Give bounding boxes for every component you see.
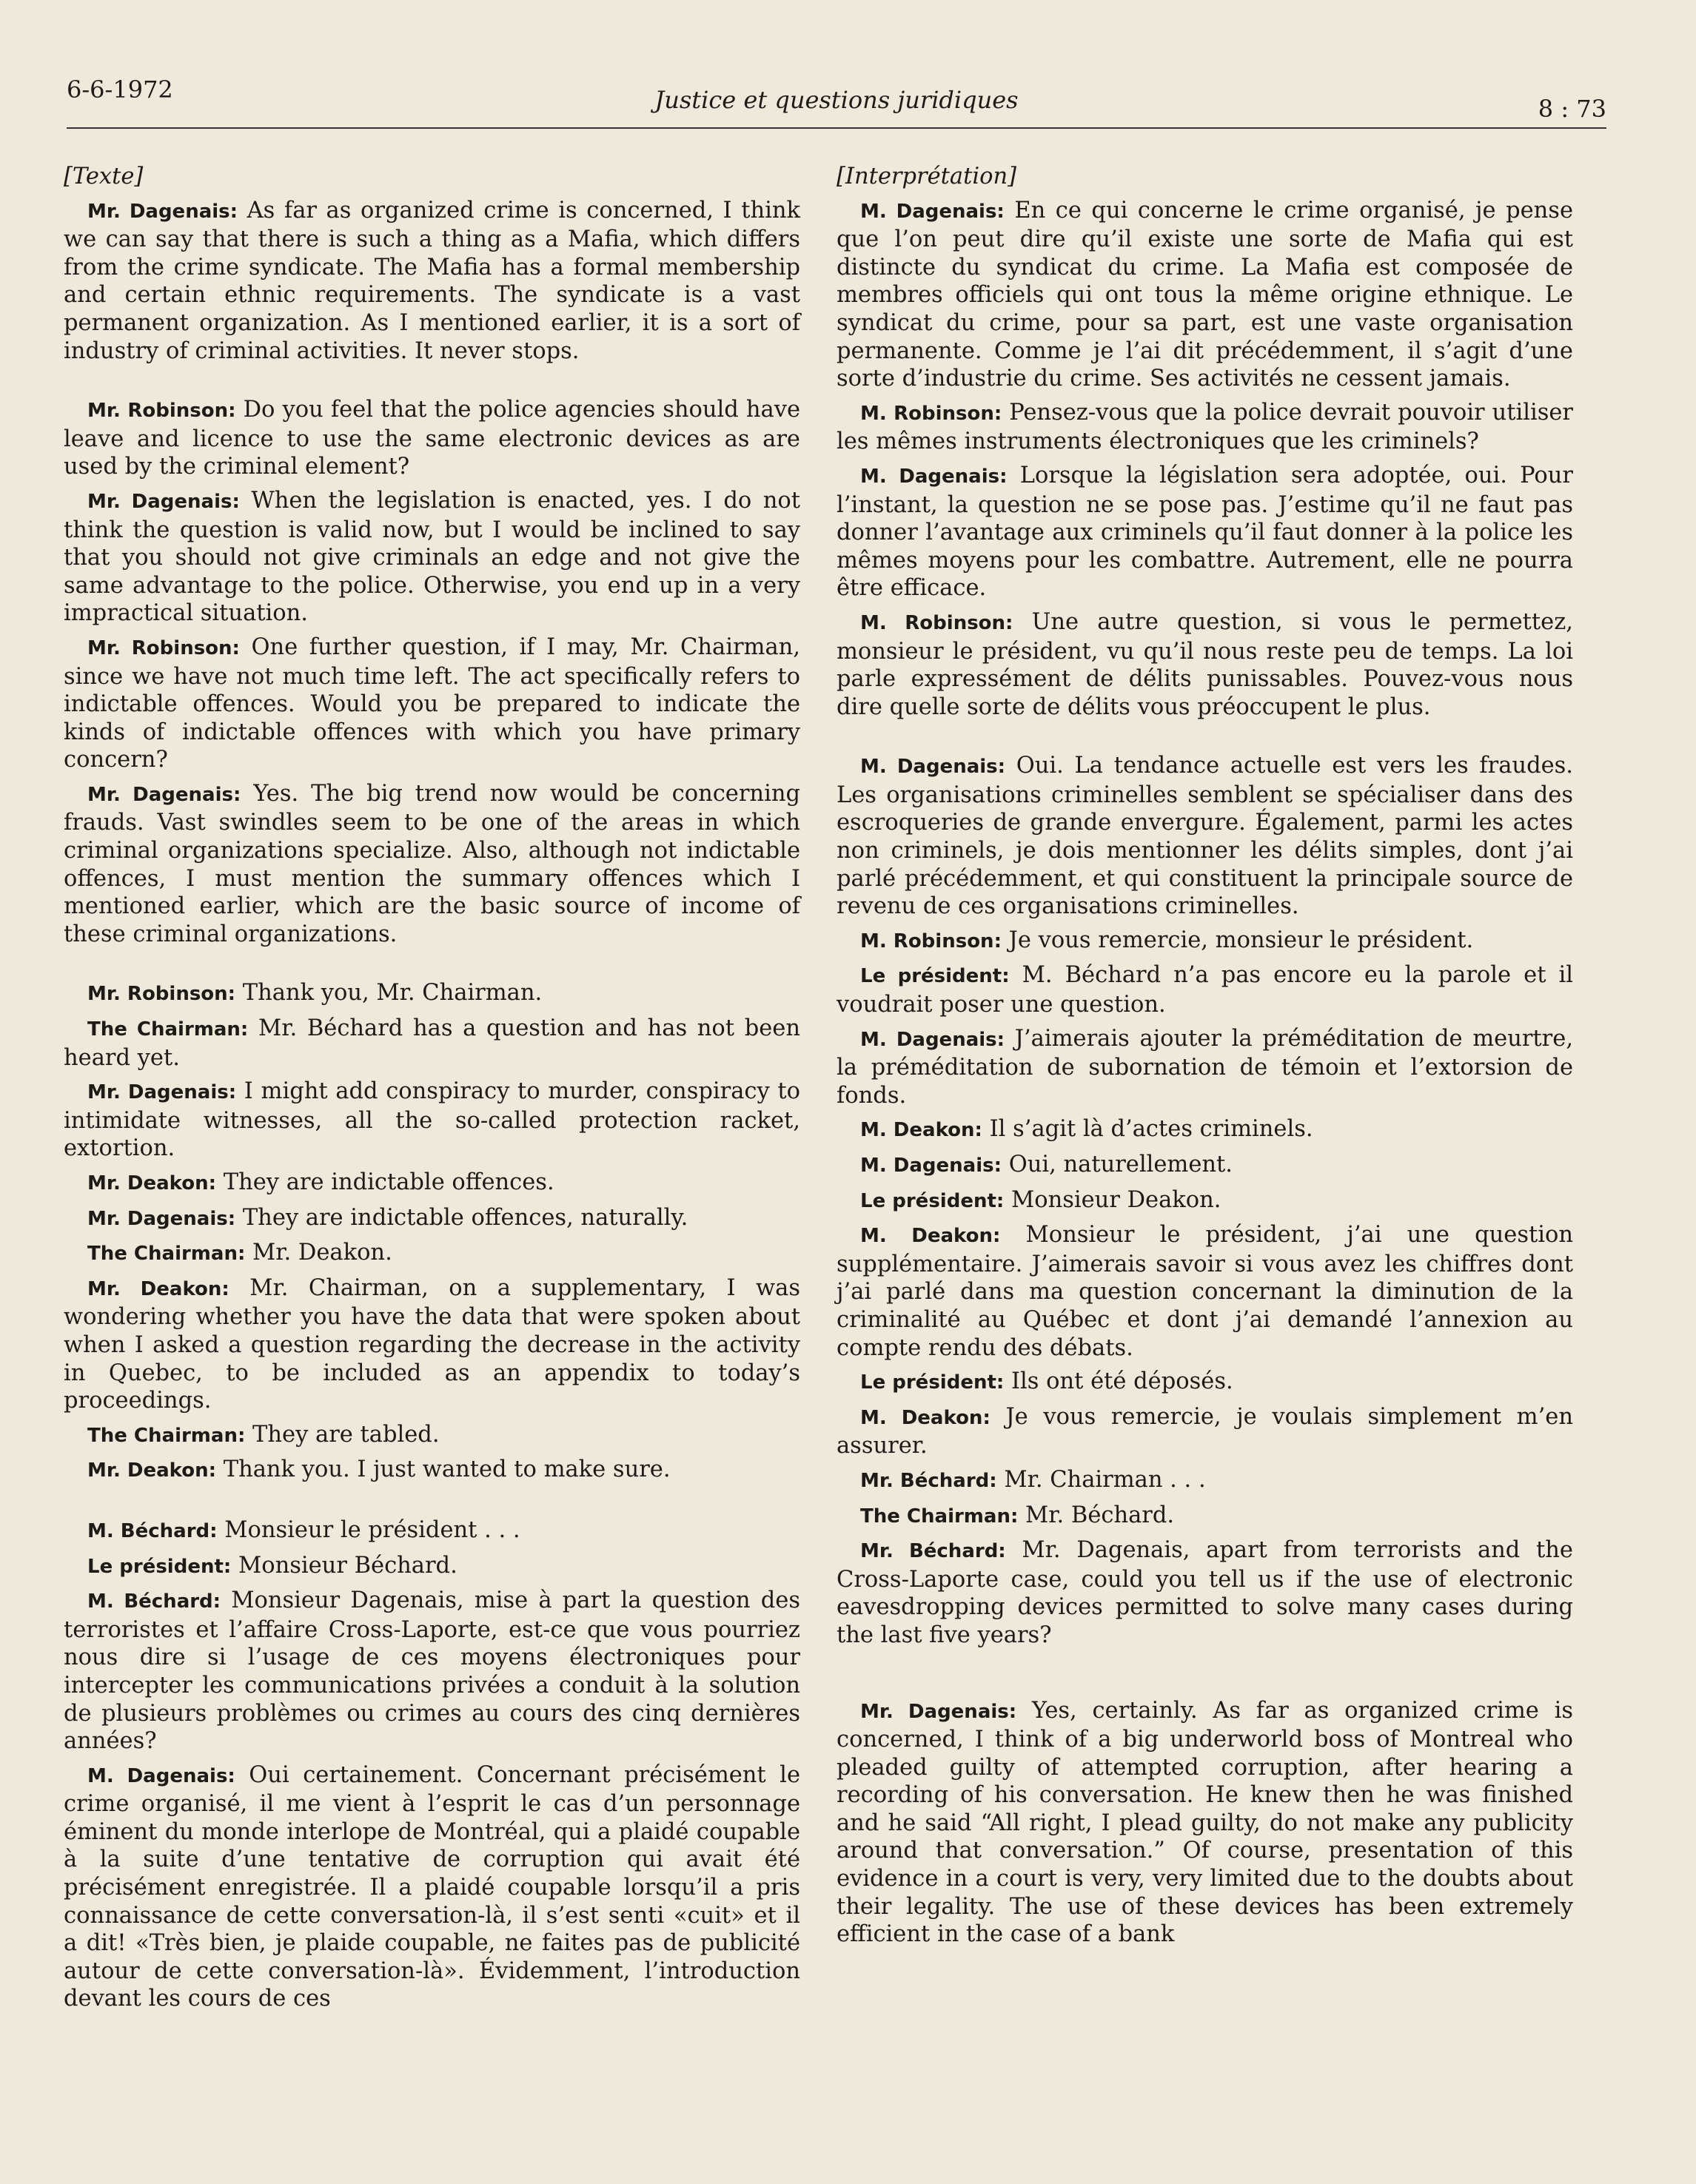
speech: When the legislation is enacted, yes. I do not think the question is valid now, but I would be inclined to say that you should not give criminals an edge and not give the same advantage to the police. Otherwise, you end up in a very impractical situation. xyxy=(64,487,800,627)
speaker: Mr. Dagenais: xyxy=(87,783,241,806)
speech: Mr. Chairman . . . xyxy=(996,1466,1206,1493)
speech: Ils ont été déposés. xyxy=(1004,1368,1233,1395)
paragraph xyxy=(64,1078,800,1163)
speech: Yes. The big trend now would be concerning frauds. Vast swindles seem to be one of the areas in which criminal organizations specialize. Also, although not indictable offences, I must mention the summary offences which I mentioned earlier, which are the basic source of income of these criminal organizations. xyxy=(64,780,800,947)
speech: Thank you, Mr. Chairman. xyxy=(235,980,543,1007)
speaker: Mr. Dagenais: xyxy=(87,490,240,513)
speech: Une autre question, si vous le permettez, monsieur le président, vu qu’il nous reste peu de temps. La loi parle expressément de délits punissables. Pouvez-vous nous dire quelle sorte de délits vous préoccupent le plus. xyxy=(837,608,1573,720)
speech: Mr. Chairman, on a supplementary, I was wondering whether you have the data that were spoken about when I asked a question regarding the decrease in the activity in Quebec, to be included as an appendix to today’s proceedings. xyxy=(64,1274,800,1414)
paragraph xyxy=(837,752,1573,921)
speech: They are indictable offences. xyxy=(216,1169,554,1195)
speech: Oui certainement. Concernant précisément le crime organisé, il me vient à l’esprit le cas d’un personnage éminent du monde interlope de Montréal, qui a plaidé coupable à la suite d’une tentative de corruption qui avait été précisément enregistrée. Il a plaidé coupable lorsqu’il a pris connaissance de cette conversation-là, il s’est senti «cuit» et il a dit! «Très bien, je plaide coupable, ne faites pas de publicité autour de cette conversation-là». Évidemment, l’introduction devant les cours de ces xyxy=(64,1761,800,2012)
speech: Lorsque la législation sera adoptée, oui. Pour l’instant, la question ne se pose pas. J’estime qu’il ne faut pas donner l’avantage aux criminels qu’il faut donner à la police les mêmes moyens pour les combattre. Autrement, elle ne pourra être efficace. xyxy=(837,462,1574,602)
left-column xyxy=(64,163,800,2019)
paragraph xyxy=(64,1274,800,1415)
paragraph xyxy=(64,1552,800,1582)
speaker: M. Dagenais: xyxy=(860,1155,1002,1177)
speech: Monsieur Dagenais, mise à part la question des terroristes et l’affaire Cross-Laporte, est-ce que vous pourriez nous dire si l’usage de ces moyens électroniques pour intercepter les communications privées a conduit à la solution de plusieurs problèmes ou crimes au cours des cinq dernières années? xyxy=(64,1587,800,1755)
speech: Do you feel that the police agencies should have leave and licence to use the same electronic devices as are used by the criminal element? xyxy=(64,397,800,480)
speaker: Le président: xyxy=(860,1189,1005,1212)
speaker: M. Deakon: xyxy=(860,1406,991,1429)
paragraph xyxy=(64,396,800,481)
speech: Pensez-vous que la police devrait pouvoir utiliser les mêmes instruments électroniques que les criminels? xyxy=(837,399,1574,455)
header-rule xyxy=(67,127,1606,129)
paragraph xyxy=(64,1516,800,1546)
speaker: The Chairman: xyxy=(87,1243,246,1266)
paragraph xyxy=(64,1421,800,1451)
header-title: Justice et questions juridiques xyxy=(654,86,1019,114)
paragraph xyxy=(837,399,1573,456)
speech: Mr. Béchard. xyxy=(1018,1502,1175,1528)
speech: Mr. Dagenais, apart from terrorists and the Cross-Laporte case, could you tell us if the use of electronic eavesdropping devices permitted to solve many cases during the last five years? xyxy=(837,1537,1573,1648)
paragraph xyxy=(837,1221,1573,1362)
speech: Je vous remercie, monsieur le président. xyxy=(1001,927,1474,953)
paragraph xyxy=(64,634,800,774)
header-date: 6-6-1972 xyxy=(67,75,173,104)
speaker: M. Béchard: xyxy=(87,1590,221,1613)
speaker: Mr. Dagenais: xyxy=(87,1207,236,1230)
paragraph xyxy=(837,1115,1573,1145)
speaker: M. Robinson: xyxy=(860,402,1002,425)
paragraph xyxy=(64,1204,800,1234)
paragraph xyxy=(837,462,1573,602)
speaker: M. Dagenais: xyxy=(860,200,1005,223)
paragraph xyxy=(64,1587,800,1755)
speaker: M. Dagenais: xyxy=(860,465,1008,488)
paragraph xyxy=(837,1502,1573,1531)
paragraph xyxy=(837,961,1573,1018)
speaker: Mr. Dagenais: xyxy=(87,200,238,223)
speech: Oui, naturellement. xyxy=(1002,1152,1233,1177)
speech: As far as organized crime is concerned, I think we can say that there is such a thing as a Mafia, which differs from the crime syndicate. The Mafia has a formal membership and certain ethnic requirements. The syndicate is a vast permanent organization. As I mentioned earlier, it is a sort of industry of criminal activities. It never stops. xyxy=(64,197,800,364)
paragraph xyxy=(837,927,1573,956)
paragraph xyxy=(64,197,800,366)
speaker: The Chairman: xyxy=(860,1505,1019,1528)
speaker: M. Robinson: xyxy=(860,930,1002,952)
speaker: The Chairman: xyxy=(87,1424,246,1447)
speaker: Mr. Dagenais: xyxy=(87,1081,237,1104)
speech: Oui. La tendance actuelle est vers les fraudes. Les organisations criminelles semblent se spécialiser dans des escroqueries de grande envergure. Également, parmi les actes non criminels, je dois mentionner les délits simples, dont j’ai parlé précédemment, et qui constituent la principale source de revenu de ces organisations criminelles. xyxy=(837,753,1573,920)
speech: They are tabled. xyxy=(245,1421,440,1448)
speaker: The Chairman: xyxy=(87,1018,249,1041)
paragraph xyxy=(64,1239,800,1269)
speaker: Le président: xyxy=(87,1555,232,1578)
paragraph xyxy=(64,1456,800,1485)
paragraph xyxy=(64,1761,800,2013)
speaker: M. Dagenais: xyxy=(860,756,1006,779)
speech: Mr. Deakon. xyxy=(245,1240,392,1266)
speaker: M. Dagenais: xyxy=(87,1764,235,1787)
right-column-label: [Interprétation] xyxy=(837,164,1016,189)
speaker: Mr. Robinson: xyxy=(87,636,240,659)
speaker: M. Deakon: xyxy=(860,1225,1001,1248)
speech: They are indictable offences, naturally. xyxy=(235,1204,688,1231)
speaker: Mr. Deakon: xyxy=(87,1172,217,1195)
speech: Thank you. I just wanted to make sure. xyxy=(216,1456,671,1483)
paragraph xyxy=(837,1186,1573,1216)
speaker: Mr. Dagenais: xyxy=(860,1700,1017,1723)
speaker: Mr. Béchard: xyxy=(860,1540,1006,1563)
page-header xyxy=(67,67,1606,133)
speech: Je vous remercie, je voulais simplement m’en assurer. xyxy=(837,1403,1573,1459)
paragraph xyxy=(837,1403,1573,1460)
speaker: Mr. Robinson: xyxy=(87,983,236,1006)
speech: Yes, certainly. As far as organized crime is concerned, I think of a big underworld boss of Montreal who pleaded guilty of attempted corruption, after hearing a recording of his conversation. He knew then he was finished and he said “All right, I plead guilty, do not make any publicity around that conversation.” Of course, presentation of this evidence in a court is very, very limited due to the doubts about their legality. The use of these devices has been extremely efficient in the case of a bank xyxy=(837,1697,1573,1948)
paragraph xyxy=(837,1025,1573,1110)
speech: Mr. Béchard has a question and has not been heard yet. xyxy=(64,1015,800,1071)
paragraph xyxy=(837,608,1573,721)
paragraph xyxy=(837,1466,1573,1496)
paragraph xyxy=(64,979,800,1009)
speaker: Le président: xyxy=(860,1371,1005,1394)
speech: En ce qui concerne le crime organisé, je pense que l’on peut dire qu’il existe une sorte de Mafia qui est distincte du syndicat du crime. La Mafia est composée de membres officiels qui ont tous la même origine ethnique. Le syndicat du crime, pour sa part, est une vaste organisation permanente. Comme je l’ai dit précédemment, il s’agit d’une sorte d’industrie du crime. Ses activités ne cessent jamais. xyxy=(837,197,1573,392)
paragraph xyxy=(64,1015,800,1072)
paragraph xyxy=(64,1169,800,1198)
speaker: Mr. Béchard: xyxy=(860,1469,997,1492)
speaker: Le président: xyxy=(860,965,1010,988)
speaker: M. Robinson: xyxy=(860,611,1013,634)
speech: M. Béchard n’a pas encore eu la parole et il voudrait poser une question. xyxy=(837,962,1573,1018)
paragraph xyxy=(837,1697,1573,1949)
left-column-label: [Texte] xyxy=(64,164,144,189)
speech: Monsieur Deakon. xyxy=(1004,1186,1221,1213)
paragraph xyxy=(837,1536,1573,1649)
speaker: Mr. Robinson: xyxy=(87,400,236,423)
paragraph xyxy=(837,197,1573,393)
speaker: Mr. Deakon: xyxy=(87,1277,229,1300)
speech: Monsieur le président . . . xyxy=(217,1516,520,1543)
speech: J’aimerais ajouter la préméditation de meurtre, la préméditation de subornation de témoin et l’extorsion de fonds. xyxy=(837,1025,1574,1109)
speaker: M. Deakon: xyxy=(860,1119,982,1142)
paragraph xyxy=(837,1151,1573,1180)
speaker: M. Béchard: xyxy=(87,1519,218,1542)
speaker: M. Dagenais: xyxy=(860,1028,1005,1051)
paragraph xyxy=(64,487,800,628)
speech: I might add conspiracy to murder, conspiracy to intimidate witnesses, all the so-called protection racket, extortion. xyxy=(64,1078,800,1162)
speech: Monsieur le président, j’ai une question supplémentaire. J’aimerais savoir si vous avez les chiffres dont j’ai parlé dans ma question concernant la diminution de la criminalité au Québec et dont j’ai demandé l’annexion au compte rendu des débats. xyxy=(837,1222,1573,1361)
header-page-number: 8 : 73 xyxy=(1538,95,1606,123)
speech: Il s’agit là d’actes criminels. xyxy=(982,1116,1313,1143)
speech: One further question, if I may, Mr. Chairman, since we have not much time left. The act specifically refers to indictable offences. Would you be prepared to indicate the kinds of indictable offences with which you have primary concern? xyxy=(64,634,800,773)
paragraph xyxy=(837,1368,1573,1397)
speech: Monsieur Béchard. xyxy=(231,1552,457,1579)
speaker: Mr. Deakon: xyxy=(87,1459,217,1482)
paragraph xyxy=(64,780,800,949)
right-column xyxy=(837,163,1573,1955)
